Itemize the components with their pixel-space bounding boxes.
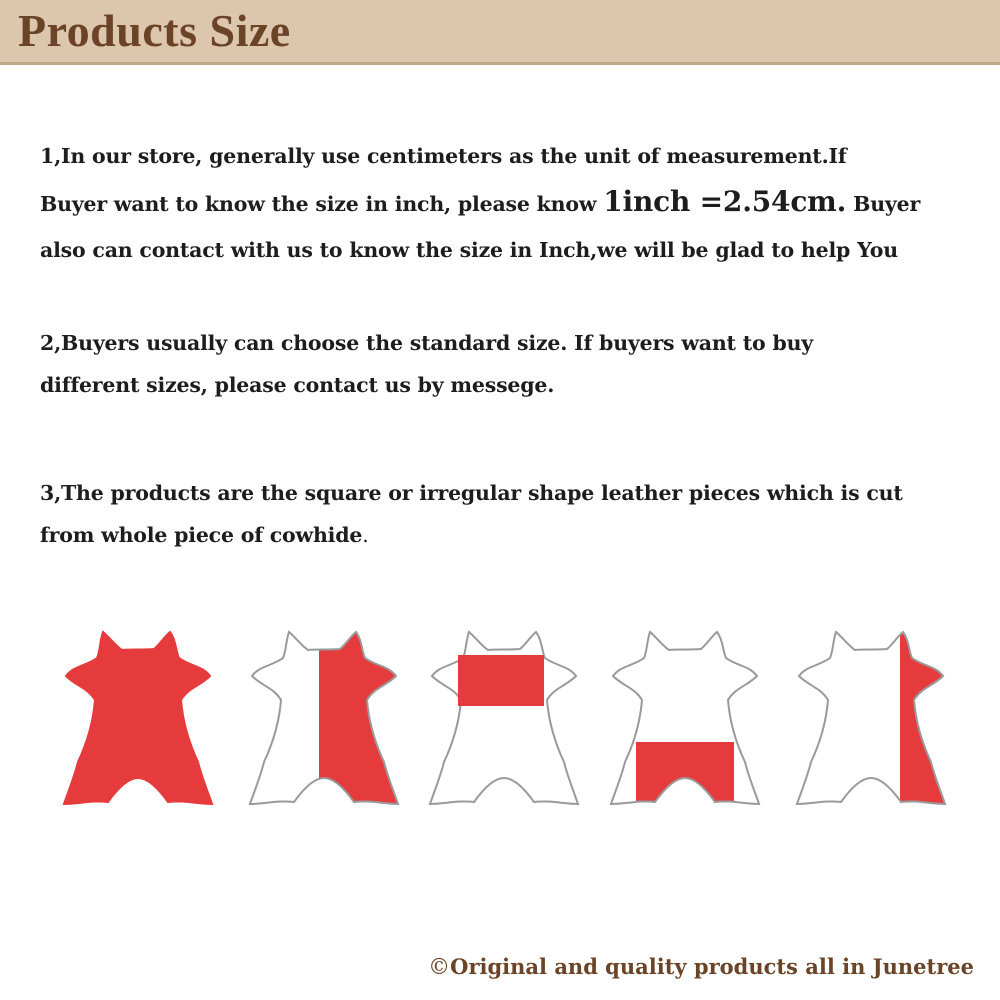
paragraph-line xyxy=(40,514,985,556)
cowhide-whole xyxy=(64,632,212,804)
cowhide-diagrams xyxy=(0,600,1000,850)
cowhide-top-rectangle xyxy=(430,632,578,804)
cowhide-half xyxy=(250,620,439,820)
paragraph-shapes xyxy=(40,472,985,556)
conversion-highlight: 1inch =2.54cm. xyxy=(603,185,847,218)
page-title: Products Size xyxy=(18,5,291,56)
footer-text: Original and quality products all in Junetree xyxy=(450,954,974,979)
paragraph-line xyxy=(40,179,985,227)
footer-credit xyxy=(428,954,974,980)
paragraph-units xyxy=(40,133,985,273)
copyright-icon: © xyxy=(428,955,451,980)
text-segment: Buyer xyxy=(846,192,921,216)
paragraph-line: also can contact with us to know the size in Inch,we will be glad to help You xyxy=(40,238,898,262)
paragraph-line: 2,Buyers usually can choose the standard size. If buyers want to buy xyxy=(40,331,813,355)
cowhide-bottom-piece xyxy=(611,632,759,832)
paragraph-line: 3,The products are the square or irregular shape leather pieces which is cut xyxy=(40,481,903,505)
text-segment: from whole piece of cowhide xyxy=(40,523,363,547)
text-segment: Buyer want to know the size in inch, please know xyxy=(40,192,604,216)
paragraph-line: 1,In our store, generally use centimeters as the unit of measurement.If xyxy=(40,144,847,168)
header-bar xyxy=(0,0,1000,65)
cowhide-illustration xyxy=(0,600,1000,850)
paragraph-sizes xyxy=(40,322,985,406)
paragraph-line: different sizes, please contact us by messege. xyxy=(40,373,555,397)
text-segment: . xyxy=(362,523,369,547)
cowhide-side-strip xyxy=(797,620,980,820)
